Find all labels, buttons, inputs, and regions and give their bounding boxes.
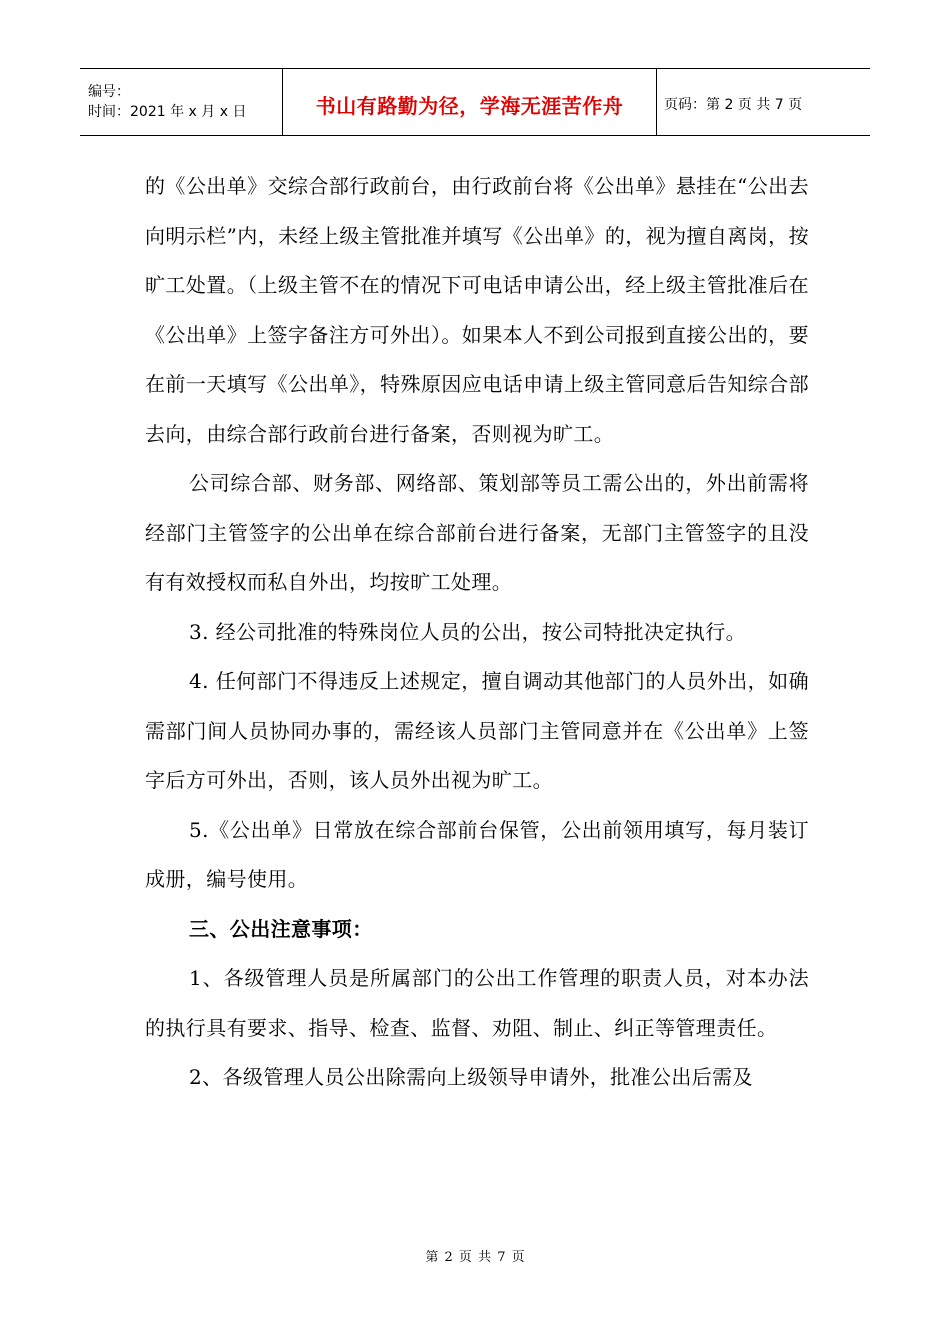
header-page-cell (657, 69, 870, 135)
document-header (80, 68, 870, 136)
document-number: 编号： (88, 84, 130, 100)
paragraph: 4. 任何部门不得违反上述规定，擅自调动其他部门的人员外出，如确需部门间人员协同办事的，需经该人员部门主管同意并在《公出单》上签字后方可外出，否则，该人员外出视为旷工。 (145, 669, 809, 792)
paragraph: 5.《公出单》日常放在综合部前台保管，公出前领用填写，每月装订成册，编号使用。 (145, 817, 809, 891)
paragraph: 的《公出单》交综合部行政前台，由行政前台将《公出单》悬挂在“公出去向明示栏”内，未经上级主管批准并填写《公出单》的，视为擅自离岗，按旷工处置。（上级主管不在的情况下可电话申请公出，经上级主管批准后在《公出单》上签字备注方可外出）。如果本人不到公司报到直接公出的，要在前一天填写《公出单》，特殊原因应电话申请上级主管同意后告知综合部去向，由综合部行政前台进行备案，否则视为旷工。 (145, 174, 809, 446)
document-body (145, 162, 809, 1103)
paragraph: 2、各级管理人员公出除需向上级领导申请外，批准公出后需及 (189, 1065, 753, 1089)
header-motto: 书山有路勤为径，学海无涯苦作舟 (315, 93, 624, 118)
section-heading: 三、公出注意事项： (189, 916, 373, 941)
header-page-info: 页码：第 2 页 共 7 页 (664, 97, 803, 113)
header-meta (80, 69, 283, 135)
paragraph: 公司综合部、财务部、网络部、策划部等员工需公出的，外出前需将经部门主管签字的公出单在综合部前台进行备案，无部门主管签字的且没有有效授权而私自外出，均按旷工处理。 (145, 471, 809, 594)
paragraph: 1、各级管理人员是所属部门的公出工作管理的职责人员，对本办法的执行具有要求、指导、检查、监督、劝阻、制止、纠正等管理责任。 (145, 966, 809, 1040)
paragraph: 3. 经公司批准的特殊岗位人员的公出，按公司特批决定执行。 (189, 619, 747, 644)
header-motto-cell (283, 69, 657, 135)
page-footer: 第 2 页 共 7 页 (425, 1250, 525, 1265)
document-date: 时间：2021 年 x 月 x 日 (88, 104, 247, 120)
